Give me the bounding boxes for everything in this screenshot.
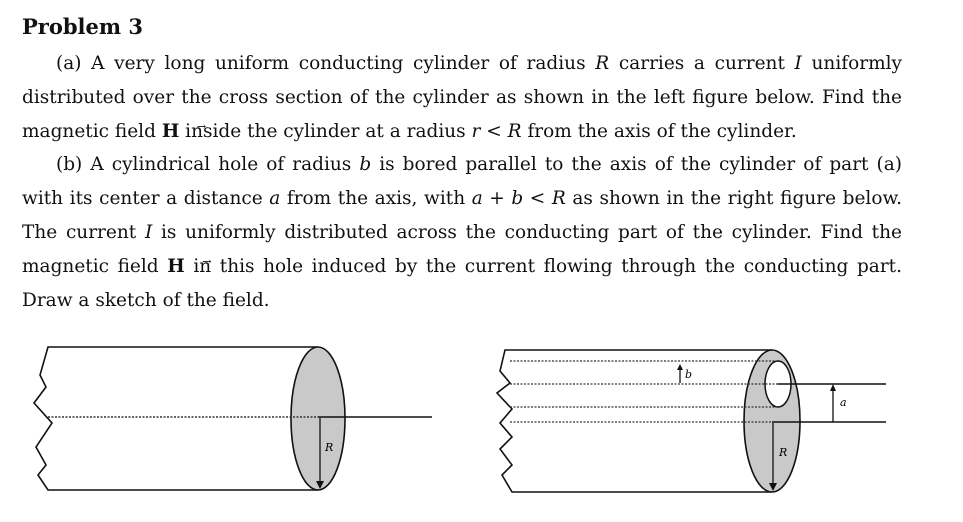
hole-radius-arrowhead (677, 364, 683, 370)
part-b-text-1: A cylindrical hole of radius (90, 154, 360, 175)
part-b-text-3: from the axis, with (280, 188, 472, 209)
vector-H: → H (162, 121, 179, 142)
part-a-text-4: inside the cylinder at a radius (179, 121, 472, 142)
part-a-text-5: from the axis of the cylinder. (521, 121, 797, 142)
condition-a-plus-b-lt-R: a + b < R (471, 188, 566, 209)
symbol-I: I (144, 222, 153, 243)
offset-arrowhead (830, 384, 836, 391)
left-cylinder-outline (34, 347, 318, 490)
symbol-a: a (269, 188, 281, 209)
part-b-text-5: is uniformly distributed across the conducting part of the cylinder. Find the magnetic field (22, 222, 902, 277)
problem-title: Problem 3 (22, 14, 144, 39)
symbol-b: b (359, 154, 372, 175)
right-radius-label: R (779, 446, 788, 459)
part-b-text-6: in this hole induced by the current flowing through the conducting part. Draw a sketch of the field. (22, 256, 902, 311)
right-cylinder-outline (497, 350, 772, 492)
symbol-I: I (794, 53, 802, 74)
part-a-label: (a) (56, 53, 82, 74)
figures (0, 325, 963, 522)
part-b-text-2: is bored parallel to the axis of the cylinder of part (a) with its center a distance (22, 154, 902, 209)
vector-H: → H (167, 256, 184, 277)
offset-label: a (840, 396, 847, 409)
right-cylinder-figure (497, 350, 886, 492)
part-b-label: (b) (56, 154, 83, 175)
left-cylinder-end-face (291, 347, 345, 490)
symbol-R: R (595, 53, 610, 74)
part-b-text-4: as shown in the right figure below. The current (22, 188, 902, 243)
part-a-text (22, 47, 902, 149)
left-cylinder-figure (34, 347, 432, 490)
part-b-text (22, 148, 902, 318)
part-a-text-1: A very long uniform conducting cylinder of radius (91, 53, 596, 74)
hole-radius-label: b (685, 368, 693, 381)
part-a-text-3: uniformly distributed over the cross section of the cylinder as shown in the left figure below. Find the magnetic field (22, 53, 903, 142)
left-radius-label: R (325, 441, 334, 454)
condition-r-lt-R: r < R (471, 121, 522, 142)
part-a-text-2: carries a current (609, 53, 795, 74)
